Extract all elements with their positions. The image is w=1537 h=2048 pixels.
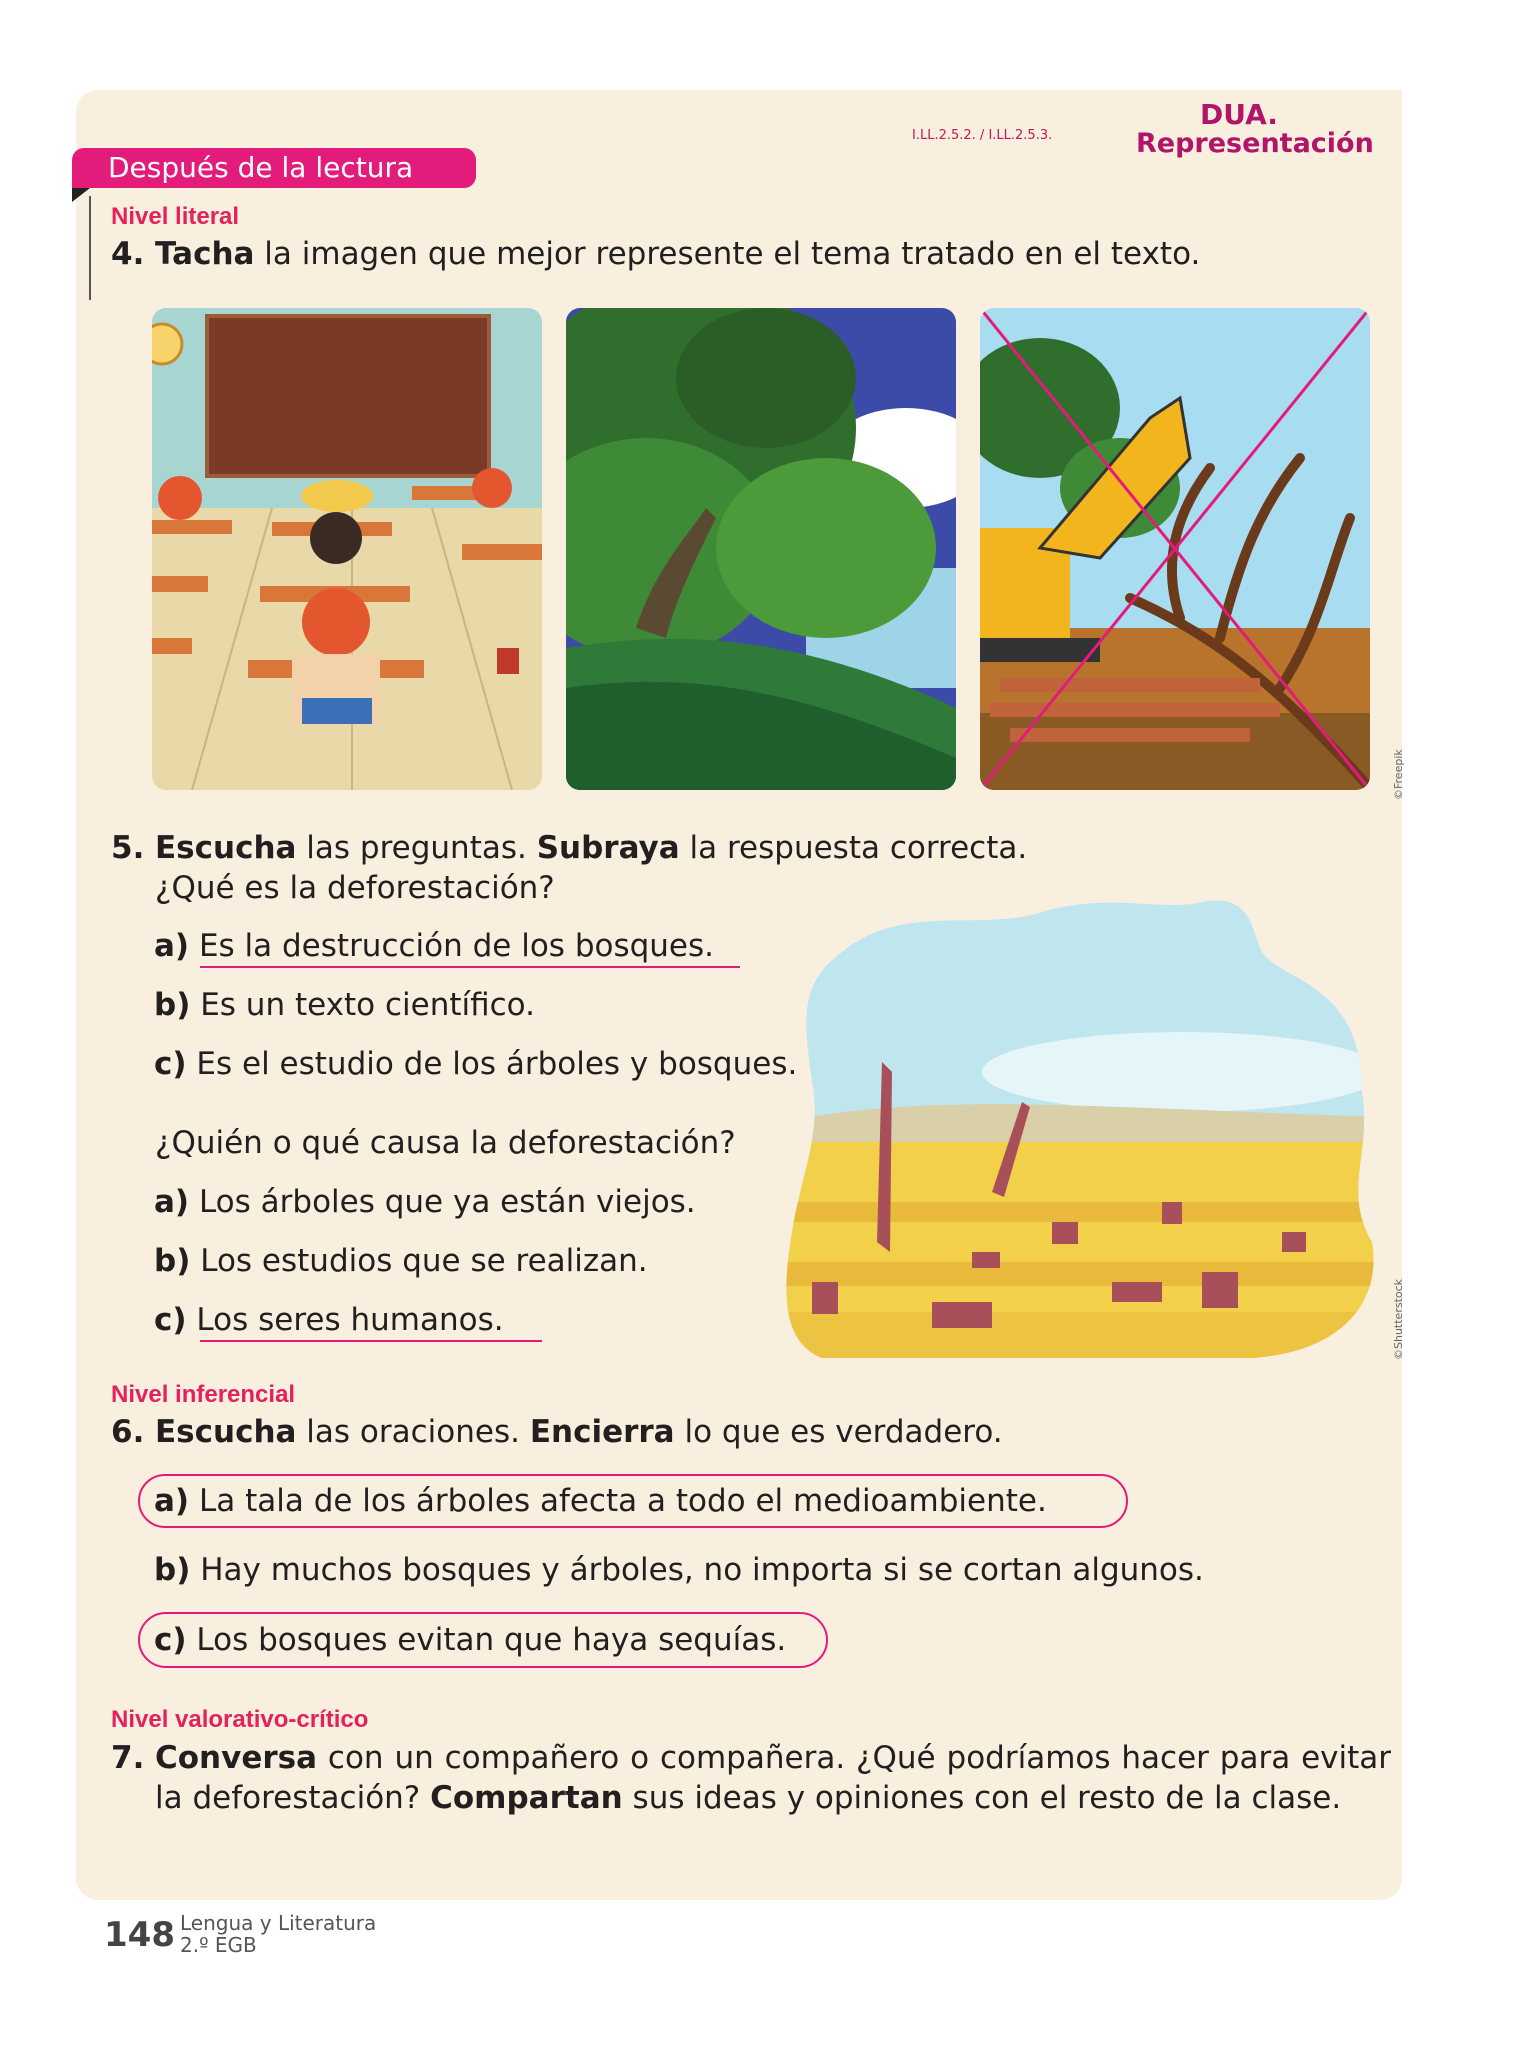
q5-option-a1[interactable] [154, 926, 714, 966]
underline-answer-1 [200, 966, 740, 968]
option-letter: b) [154, 1243, 191, 1279]
deforestation-excavator-image[interactable] [980, 308, 1370, 790]
question-5 [111, 828, 1027, 868]
q5-option-a2[interactable] [154, 1182, 696, 1222]
option-letter: b) [154, 987, 191, 1023]
question-number: 6. [111, 1414, 145, 1450]
question-verb-2: Subraya [536, 830, 680, 866]
page-number: 148 [104, 1915, 175, 1955]
excavator-illustration [980, 308, 1370, 790]
credit-freepik: ©Freepik [1392, 749, 1405, 800]
sub-question-2: ¿Quién o qué causa la deforestación? [155, 1125, 736, 1161]
option-text: Los estudios que se realizan. [200, 1243, 648, 1279]
q6-option-a[interactable] [154, 1481, 1047, 1521]
option-letter: c) [154, 1622, 187, 1658]
forest-image[interactable] [566, 308, 956, 790]
option-text: Es el estudio de los árboles y bosques. [196, 1046, 798, 1082]
question-7 [111, 1738, 1391, 1818]
dua-subtitle: Representación [1136, 128, 1374, 159]
question-verb-1: Escucha [155, 1414, 297, 1450]
option-text: Es un texto científico. [200, 987, 535, 1023]
question-text [155, 1738, 1391, 1818]
option-text: Es la destrucción de los bosques. [198, 928, 715, 964]
option-letter: b) [154, 1552, 191, 1588]
level-literal: Nivel literal [111, 203, 240, 230]
q6-option-c[interactable] [154, 1620, 786, 1660]
question-number: 7. [111, 1740, 145, 1776]
option-letter: c) [154, 1302, 187, 1338]
option-letter: c) [154, 1046, 187, 1082]
dua-title: DUA. [1200, 98, 1278, 131]
q5-option-b1[interactable] [154, 985, 535, 1025]
option-text: La tala de los árboles afecta a todo el medioambiente. [198, 1483, 1047, 1519]
question-verb: Tacha [155, 236, 255, 272]
skills-code: I.LL.2.5.2. / I.LL.2.5.3. [912, 128, 1053, 143]
margin-line [89, 196, 91, 300]
option-letter: a) [154, 1483, 190, 1519]
question-verb-1: Escucha [155, 830, 297, 866]
forest-illustration [566, 308, 956, 790]
question-text-1: las preguntas. [296, 830, 537, 866]
question-verb-2: Compartan [430, 1780, 623, 1816]
question-verb-1: Conversa [155, 1740, 318, 1776]
classroom-image[interactable] [152, 308, 542, 790]
section-banner: Después de la lectura [72, 148, 476, 188]
option-letter: a) [154, 928, 190, 964]
credit-shutterstock: ©Shutterstock [1392, 1278, 1405, 1360]
question-text-1: con un compañero o compañera. ¿Qué podríamos hacer para evitar la deforestación? [155, 1740, 1391, 1816]
q5-option-c2[interactable] [154, 1300, 504, 1340]
level-critical: Nivel valorativo-crítico [111, 1706, 369, 1733]
banner-fold [72, 188, 90, 202]
underline-answer-2 [200, 1340, 542, 1342]
option-text: Los seres humanos. [196, 1302, 504, 1338]
question-text-1: las oraciones. [296, 1414, 530, 1450]
question-number: 5. [111, 830, 145, 866]
footer-subject [180, 1912, 376, 1956]
question-verb-2: Encierra [529, 1414, 675, 1450]
subject-name: Lengua y Literatura [180, 1911, 377, 1935]
deforested-landscape-image[interactable] [782, 892, 1382, 1358]
question-4 [111, 234, 1200, 274]
q6-option-b[interactable] [154, 1550, 1204, 1590]
option-text: Los árboles que ya están viejos. [198, 1184, 696, 1220]
option-text: Los bosques evitan que haya sequías. [196, 1622, 787, 1658]
grade-label: 2.º EGB [180, 1933, 257, 1957]
option-text: Hay muchos bosques y árboles, no importa si se cortan algunos. [200, 1552, 1204, 1588]
level-inferential: Nivel inferencial [111, 1381, 296, 1408]
question-number: 4. [111, 236, 145, 272]
question-text-2: lo que es verdadero. [674, 1414, 1003, 1450]
q5-option-c1[interactable] [154, 1044, 797, 1084]
question-text: la imagen que mejor represente el tema tratado en el texto. [254, 236, 1201, 272]
question-text-2: la respuesta correcta. [679, 830, 1028, 866]
option-letter: a) [154, 1184, 190, 1220]
q5-option-b2[interactable] [154, 1241, 648, 1281]
question-6 [111, 1412, 1003, 1452]
question-text-2: sus ideas y opiniones con el resto de la clase. [622, 1780, 1342, 1816]
sub-question-1: ¿Qué es la deforestación? [155, 870, 555, 906]
classroom-illustration [152, 308, 542, 790]
